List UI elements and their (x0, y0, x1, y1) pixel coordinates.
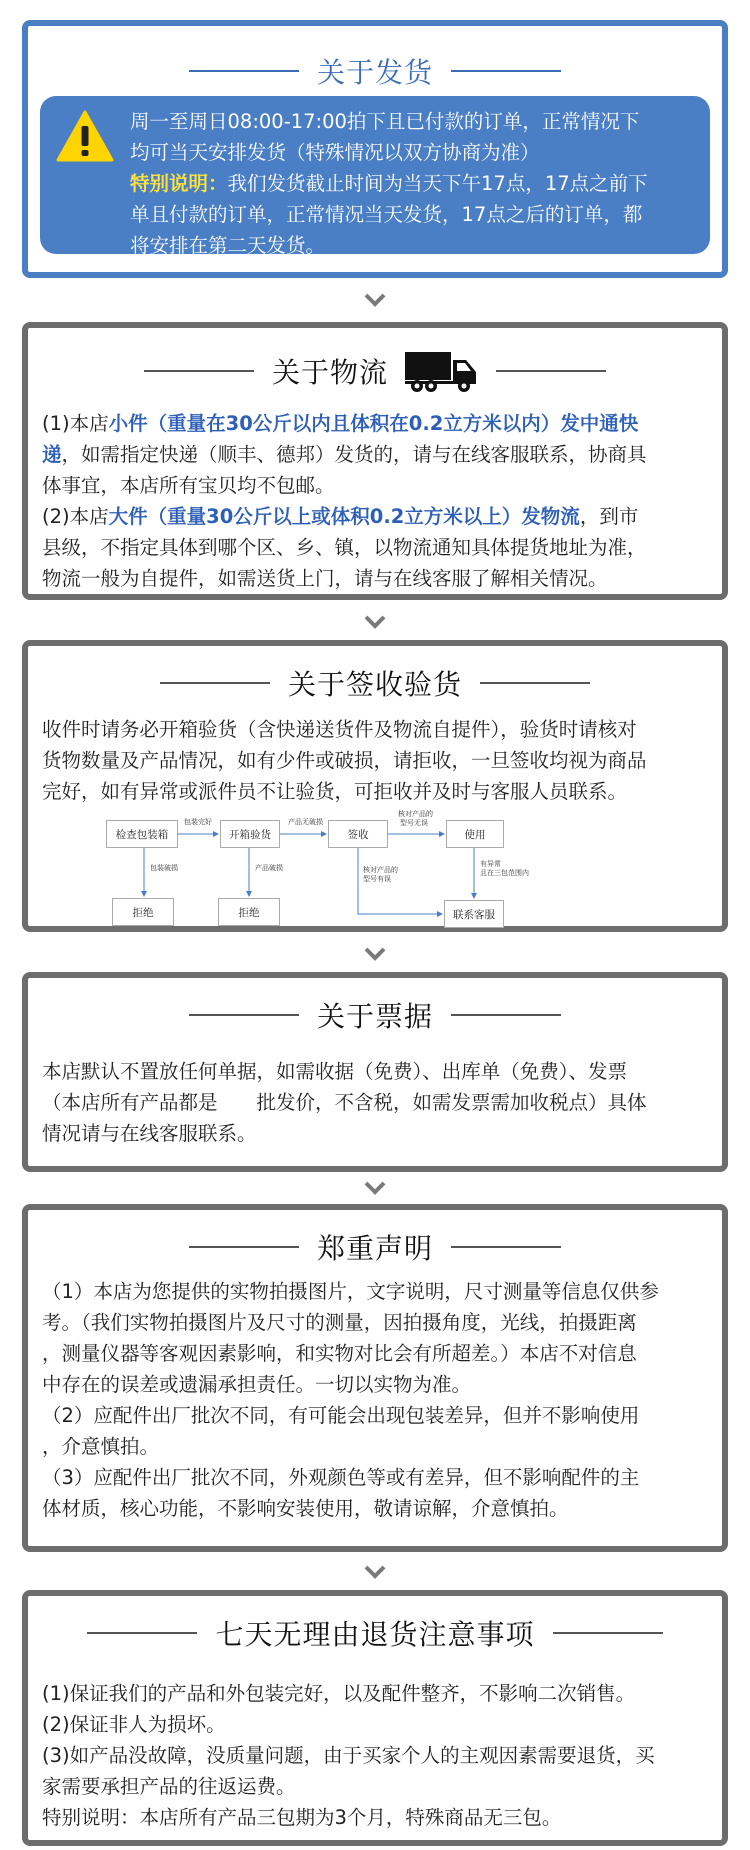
flow-label: 核对产品的 (398, 810, 433, 818)
inspection-line: 货物数量及产品情况，如有少件或破损，请拒收，一旦签收均视为商品 (42, 749, 647, 772)
flow-step-sign: 签收 (328, 820, 388, 848)
flow-label: 型号有误 (363, 875, 391, 883)
shipping-line: 均可当天安排发货（特殊情况以双方协商为准） (130, 141, 540, 164)
returns-line: (1)保证我们的产品和外包装完好，以及配件整齐，不影响二次销售。 (42, 1682, 636, 1705)
logistics-title: 关于物流 (271, 356, 388, 389)
flow-step-reject: 拒绝 (218, 898, 280, 926)
shipping-line: 将安排在第二天发货。 (130, 234, 326, 257)
returns-body (42, 1678, 708, 1833)
logistics-line: 县级，不指定具体到哪个区、乡、镇，以物流通知具体提货地址为准， (42, 536, 647, 559)
inspection-title-row (28, 658, 722, 708)
logistics-text: (1)本店 (42, 412, 109, 435)
inspection-body (42, 714, 708, 807)
divider-line (189, 1014, 299, 1016)
small-item-rule-cont: 递 (42, 443, 62, 466)
inspection-panel (22, 640, 728, 932)
invoice-body (42, 1056, 708, 1149)
logistics-line (42, 501, 708, 532)
returns-title-row (28, 1608, 722, 1658)
logistics-title-row (28, 346, 722, 396)
small-item-rule: 小件（重量在30公斤以内且体积在0.2立方米以内）发中通快 (108, 412, 639, 435)
chevron-down-icon (363, 292, 387, 308)
returns-line: (2)保证非人为损坏。 (42, 1713, 226, 1736)
disclaimer-line: 中存在的误差或遗漏承担责任。一切以实物为准。 (42, 1373, 472, 1396)
disclaimer-line: ，介意慎拍。 (42, 1435, 160, 1458)
divider-line (160, 682, 270, 684)
logistics-body (42, 408, 708, 594)
divider-line (553, 1632, 663, 1634)
shipping-title: 关于发货 (316, 56, 433, 89)
divider-line (496, 370, 606, 372)
shipping-panel (22, 20, 728, 278)
invoice-line: 本店默认不置放任何单据，如需收据（免费）、出库单（免费）、发票 (42, 1060, 628, 1083)
chevron-down-icon (363, 1180, 387, 1196)
logistics-text: ，如需指定快递（顺丰、德邦）发货的，请与在线客服联系，协商具 (61, 443, 647, 466)
flow-label: 产品无破损 (288, 818, 323, 826)
divider-line (480, 682, 590, 684)
shipping-title-row (28, 46, 722, 96)
returns-title: 七天无理由退货注意事项 (215, 1618, 535, 1651)
disclaimer-panel (22, 1204, 728, 1552)
chevron-down-icon (363, 614, 387, 630)
flow-label: 包装完好 (184, 818, 212, 826)
warning-icon (56, 110, 114, 162)
returns-panel (22, 1590, 728, 1846)
invoice-title: 关于票据 (316, 1000, 433, 1033)
shipping-notice-text (130, 106, 696, 261)
flow-step-contact-service: 联系客服 (444, 900, 504, 928)
special-note-label: 特别说明： (130, 172, 228, 195)
invoice-panel (22, 972, 728, 1172)
inspection-flowchart (106, 810, 606, 938)
disclaimer-line: 体材质，核心功能，不影响安装使用，敬请谅解，介意慎拍。 (42, 1497, 569, 1520)
shipping-line-text: 我们发货截止时间为当天下午17点，17点之前下 (227, 172, 648, 195)
logistics-text: (2)本店 (42, 505, 109, 528)
flow-label: 且在三包范围内 (480, 869, 529, 877)
returns-line: (3)如产品没故障，没质量问题，由于买家个人的主观因素需要退货，买 (42, 1744, 655, 1767)
shipping-notice-box (40, 96, 710, 257)
shipping-line: 单且付款的订单，正常情况当天发货，17点之后的订单，都 (130, 203, 643, 226)
truck-icon (404, 348, 478, 394)
logistics-line (42, 439, 708, 470)
chevron-down-icon (363, 946, 387, 962)
disclaimer-body (42, 1276, 708, 1524)
inspection-line: 收件时请务必开箱验货（含快递送货件及物流自提件），验货时请核对 (42, 718, 637, 741)
disclaimer-line: 考。（我们实物拍摄图片及尺寸的测量，因拍摄角度，光线，拍摄距离 (42, 1311, 637, 1334)
invoice-title-row (28, 990, 722, 1040)
divider-line (189, 70, 299, 72)
shipping-line: 周一至周日08:00-17:00拍下且已付款的订单，正常情况下 (130, 110, 640, 133)
flow-label: 包装破损 (150, 864, 178, 872)
disclaimer-title-row (28, 1222, 722, 1272)
disclaimer-title: 郑重声明 (316, 1232, 433, 1265)
flow-label: 型号无误 (400, 819, 428, 827)
disclaimer-line: （1）本店为您提供的实物拍摄图片，文字说明，尺寸测量等信息仅供参 (42, 1280, 659, 1303)
divider-line (451, 1014, 561, 1016)
returns-line: 特别说明：本店所有产品三包期为3个月，特殊商品无三包。 (42, 1806, 562, 1829)
divider-line (451, 70, 561, 72)
flow-label: 核对产品的 (363, 866, 398, 874)
shipping-line (130, 168, 696, 199)
divider-line (189, 1246, 299, 1248)
chevron-down-icon (363, 1564, 387, 1580)
divider-line (144, 370, 254, 372)
returns-line: 家需要承担产品的往返运费。 (42, 1775, 296, 1798)
flow-step-use: 使用 (446, 820, 504, 848)
flow-label: 产品破损 (255, 864, 283, 872)
logistics-text: ，到市 (579, 505, 639, 528)
large-item-rule: 大件（重量30公斤以上或体积0.2立方米以上）发物流 (108, 505, 580, 528)
divider-line (87, 1632, 197, 1634)
flow-step-reject: 拒绝 (112, 898, 174, 926)
divider-line (451, 1246, 561, 1248)
invoice-line: （本店所有产品都是 批发价，不含税，如需发票需加收税点）具体 (42, 1091, 647, 1114)
disclaimer-line: ，测量仪器等客观因素影响，和实物对比会有所超差。）本店不对信息 (42, 1342, 637, 1365)
logistics-line: 体事宜，本店所有宝贝均不包邮。 (42, 474, 335, 497)
disclaimer-line: （2）应配件出厂批次不同，有可能会出现包装差异，但并不影响使用 (42, 1404, 640, 1427)
logistics-line (42, 408, 708, 439)
flow-label: 有异常 (480, 860, 501, 868)
invoice-line: 情况请与在线客服联系。 (42, 1122, 257, 1145)
inspection-line: 完好，如有异常或派件员不让验货，可拒收并及时与客服人员联系。 (42, 780, 628, 803)
inspection-title: 关于签收验货 (287, 668, 462, 701)
logistics-line: 物流一般为自提件，如需送货上门，请与在线客服了解相关情况。 (42, 567, 608, 590)
flow-step-check-package: 检查包装箱 (106, 820, 178, 848)
flow-step-open-inspect: 开箱验货 (220, 820, 280, 848)
disclaimer-line: （3）应配件出厂批次不同，外观颜色等或有差异，但不影响配件的主 (42, 1466, 640, 1489)
logistics-panel (22, 322, 728, 600)
